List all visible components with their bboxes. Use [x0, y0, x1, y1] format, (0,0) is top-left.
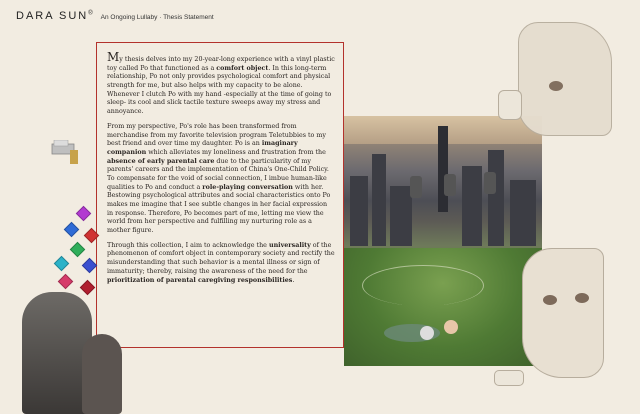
doll-eye — [543, 295, 557, 305]
collage-robot — [444, 174, 456, 196]
gem-icon — [76, 206, 92, 222]
porcelain-shard — [494, 370, 524, 386]
collage-building — [350, 176, 368, 246]
paragraph-1: My thesis delves into my 20-year-long experience with a vinyl plastic toy called Po that functioned as a comfort object. In this long-term relationship, Po not only provides psychological comfort and physical strength for me, but also helps with my capacity to be alone. Whenever I clutch Po with my hand -especially at the time of going to sleep- its cool and slick tactile texture sweeps away my stress and annoyance. — [107, 50, 335, 116]
gem-icon — [80, 280, 96, 296]
collage-doll-head — [444, 320, 458, 334]
teddy-bear-image — [82, 334, 122, 414]
gem-icon — [70, 242, 86, 258]
doll-eye — [575, 293, 589, 303]
collage-building — [488, 150, 504, 246]
collage-building — [390, 186, 412, 246]
collage-tower — [438, 126, 448, 212]
collage-robot — [484, 172, 496, 194]
brand-name: DARA SUN® — [16, 10, 95, 22]
collage-robot — [410, 176, 422, 198]
gem-icon — [82, 258, 98, 274]
gem-icon — [54, 256, 70, 272]
collage-doll-head — [420, 326, 434, 340]
gem-icon — [58, 274, 74, 290]
page-subtitle: An Ongoing Lullaby · Thesis Statement — [100, 14, 214, 21]
thesis-statement-panel — [96, 42, 344, 348]
doll-eye — [549, 81, 563, 91]
collage-building — [510, 180, 536, 246]
collage-building — [462, 166, 482, 246]
faucet-icon — [48, 140, 88, 180]
drop-cap: M — [107, 50, 120, 64]
collage-path — [362, 265, 484, 306]
header — [16, 10, 214, 22]
city-park-collage-image — [344, 116, 542, 366]
porcelain-shard — [498, 90, 522, 120]
gem-icon — [64, 222, 80, 238]
paragraph-2: From my perspective, Po's role has been transformed from merchandise from my favorite television program Teletubbies to my best friend and over time my daughter. Po is an imaginary companion which alleviates my loneliness and frustration from the absence of early parental care due to the particularity of my parents' careers and the implementation of China's One-Child Policy. To compensate for the void of social connection, I imbue human-like qualities to Po and conduct a role-playing conversation with her. Bestowing psychological attributes and social characteristics onto Po makes me imagine that I see subtle changes in her facial expression in response. Therefore, Po becomes part of me, letting me view the world from her perspective and fulfilling my nurturing role as a mother figure. — [107, 122, 331, 235]
collage-building — [372, 154, 386, 246]
paragraph-3: Through this collection, I aim to acknowledge the universality of the phenomenon of comfort object in contemporary society and rectify the misunderstanding that such behavior is a mental illness or sign of immaturity; thereby, raising the awareness of the need for the prioritization of parental caregiving responsibilities. — [107, 241, 335, 284]
broken-doll-face-bottom — [522, 248, 604, 378]
broken-doll-face-top — [518, 22, 612, 136]
